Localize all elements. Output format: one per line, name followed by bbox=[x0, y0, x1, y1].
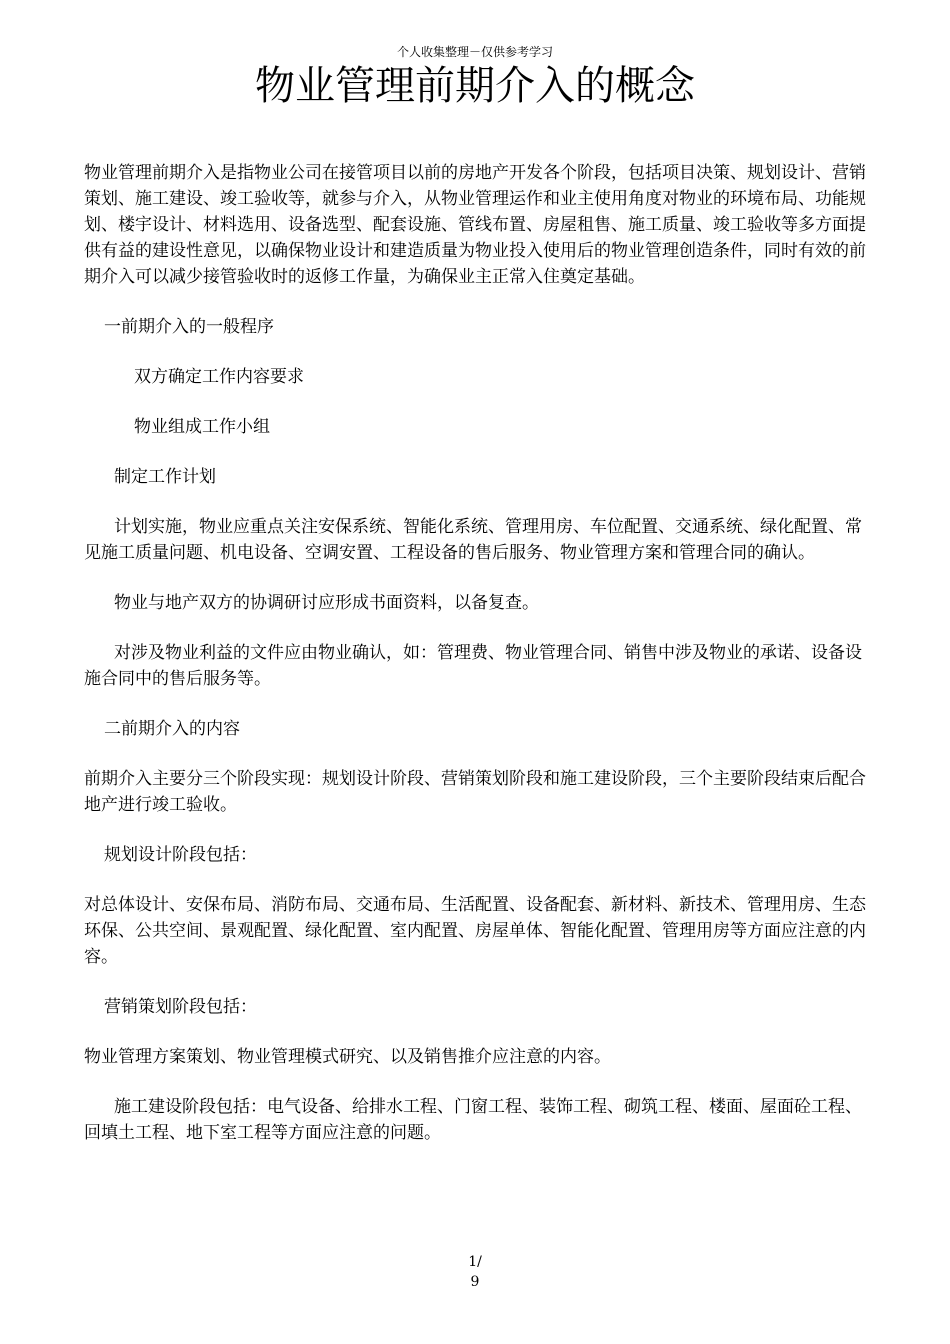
procedure-step: 计划实施，物业应重点关注安保系统、智能化系统、管理用房、车位配置、交通系统、绿化配置、常见施工质量问题、机电设备、空调安置、工程设备的售后服务、物业管理方案和管理合同的确认。 bbox=[84, 517, 862, 563]
procedure-step: 物业组成工作小组 bbox=[134, 417, 270, 437]
procedure-step: 制定工作计划 bbox=[114, 467, 216, 487]
page-number-current: 1/ bbox=[468, 1254, 482, 1270]
page-number-total: 9 bbox=[470, 1274, 480, 1290]
section-heading-procedure: 一前期介入的一般程序 bbox=[104, 317, 274, 337]
procedure-step: 对涉及物业利益的文件应由物业确认，如：管理费、物业管理合同、销售中涉及物业的承诺、设备设施合同中的售后服务等。 bbox=[84, 643, 862, 689]
subheading-marketing: 营销策划阶段包括： bbox=[104, 997, 257, 1017]
document-title: 物业管理前期介入的概念 bbox=[255, 63, 695, 109]
page-header-note: 个人收集整理－仅供参考学习 bbox=[396, 45, 553, 59]
subheading-planning: 规划设计阶段包括： bbox=[104, 845, 257, 865]
intro-paragraph: 物业管理前期介入是指物业公司在接管项目以前的房地产开发各个阶段，包括项目决策、规划设计、营销策划、施工建设、竣工验收等，就参与介入，从物业管理运作和业主使用角度对物业的环境布局、功能规划、楼宇设计、材料选用、设备选型、配套设施、管线布置、房屋租售、施工质量、竣工验收等多方面提供有益的建设性意见，以确保物业设计和建造质量为物业投入使用后的物业管理创造条件，同时有效的前期介入可以减少接管验收时的返修工作量，为确保业主正常入住奠定基础。 bbox=[84, 163, 866, 287]
page-number bbox=[0, 1252, 950, 1292]
section-heading-content: 二前期介入的内容 bbox=[104, 719, 240, 739]
content-paragraph: 对总体设计、安保布局、消防布局、交通布局、生活配置、设备配套、新材料、新技术、管理用房、生态环保、公共空间、景观配置、绿化配置、室内配置、房屋单体、智能化配置、管理用房等方面应注意的内容。 bbox=[84, 895, 866, 967]
procedure-step: 物业与地产双方的协调研讨应形成书面资料，以备复查。 bbox=[114, 593, 539, 613]
content-paragraph: 施工建设阶段包括：电气设备、给排水工程、门窗工程、装饰工程、砌筑工程、楼面、屋面砼工程、回填土工程、地下室工程等方面应注意的问题。 bbox=[84, 1097, 862, 1143]
procedure-step: 双方确定工作内容要求 bbox=[134, 367, 304, 387]
content-paragraph: 物业管理方案策划、物业管理模式研究、以及销售推介应注意的内容。 bbox=[84, 1047, 611, 1067]
document-body bbox=[84, 160, 868, 1170]
content-paragraph: 前期介入主要分三个阶段实现：规划设计阶段、营销策划阶段和施工建设阶段，三个主要阶段结束后配合地产进行竣工验收。 bbox=[84, 769, 866, 815]
